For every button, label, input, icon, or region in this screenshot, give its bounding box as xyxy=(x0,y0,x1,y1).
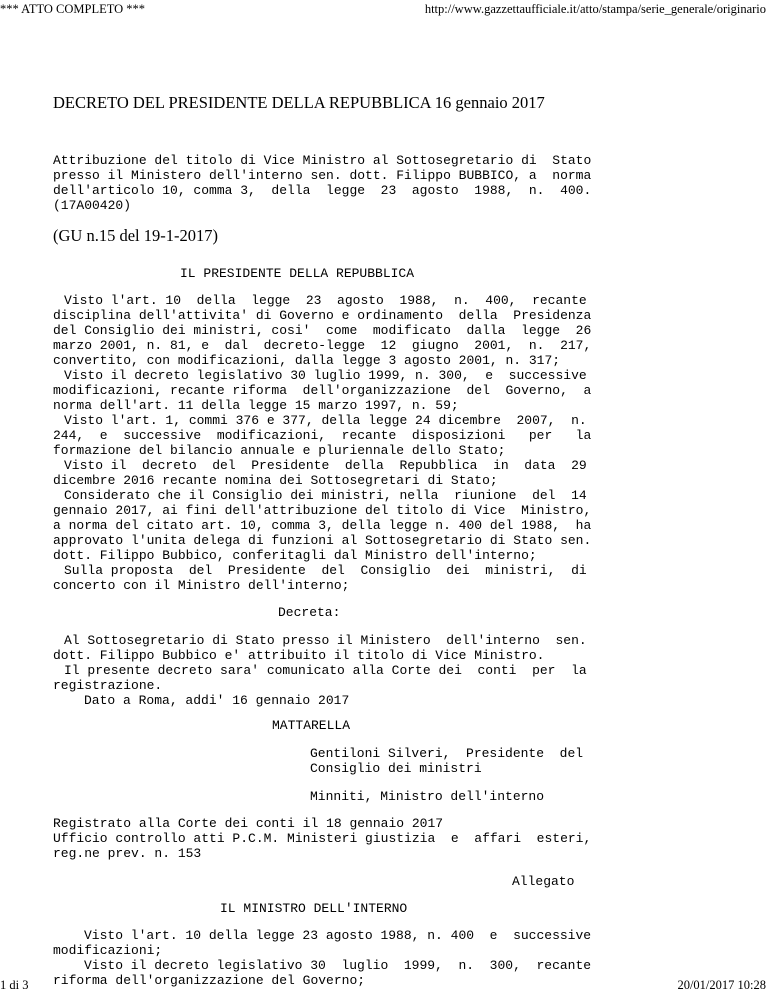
preamble-line: norma dell'art. 11 della legge 15 marzo 1997, n. 59; xyxy=(53,398,459,413)
page-header-label: *** ATTO COMPLETO *** xyxy=(0,2,146,16)
registration-line: Registrato alla Corte dei conti il 18 gennaio 2017 xyxy=(53,816,444,831)
annex-line: Visto l'art. 10 della legge 23 agosto 1988, n. 400 e successive xyxy=(84,928,592,943)
cosign-line: Consiglio dei ministri xyxy=(310,761,482,776)
registration-line: reg.ne prev. n. 153 xyxy=(53,846,202,861)
operative-line: dott. Filippo Bubbico e' attribuito il titolo di Vice Ministro. xyxy=(53,648,545,663)
preamble-line: gennaio 2017, ai fini dell'attribuzione del titolo di Vice Ministro, xyxy=(53,503,592,518)
subject-line: Attribuzione del titolo di Vice Ministro al Sottosegretario di Stato xyxy=(53,153,592,168)
preamble-line: Sulla proposta del Presidente del Consiglio dei ministri, di xyxy=(64,563,587,578)
preamble-line: 244, e successive modificazioni, recante disposizioni per la xyxy=(53,428,592,443)
preamble-line: dicembre 2016 recante nomina dei Sottosegretari di Stato; xyxy=(53,473,498,488)
preamble-line: formazione del bilancio annuale e pluriennale dello Stato; xyxy=(53,443,506,458)
subject-line: dell'articolo 10, comma 3, della legge 23 agosto 1988, n. 400. xyxy=(53,183,592,198)
preamble-line: Visto il decreto legislativo 30 luglio 1999, n. 300, e successive xyxy=(64,368,587,383)
preamble-line: a norma del citato art. 10, comma 3, della legge n. 400 del 1988, ha xyxy=(53,518,592,533)
preamble-line: disciplina dell'attivita' di Governo e ordinamento della Presidenza xyxy=(53,308,592,323)
preamble-line: marzo 2001, n. 81, e dal decreto-legge 12 giugno 2001, n. 217, xyxy=(53,338,592,353)
preamble-line: Considerato che il Consiglio dei ministri, nella riunione del 14 xyxy=(64,488,587,503)
president-heading: IL PRESIDENTE DELLA REPUBBLICA xyxy=(180,266,415,281)
page-header-url: http://www.gazzettaufficiale.it/atto/stampa/serie_generale/originario xyxy=(424,2,766,16)
subject-line: (17A00420) xyxy=(53,198,132,213)
preamble-line: concerto con il Ministro dell'interno; xyxy=(53,578,350,593)
annex-label: Allegato xyxy=(512,874,575,889)
operative-line: Al Sottosegretario di Stato presso il Ministero dell'interno sen. xyxy=(64,633,587,648)
print-timestamp: 20/01/2017 10:28 xyxy=(677,978,766,992)
page-counter: 1 di 3 xyxy=(0,978,29,992)
annex-line: modificazioni; xyxy=(53,943,163,958)
preamble-line: modificazioni, recante riforma dell'organizzazione del Governo, a xyxy=(53,383,592,398)
annex-line: Visto il decreto legislativo 30 luglio 1999, n. 300, recante xyxy=(84,958,592,973)
preamble-line: Visto l'art. 10 della legge 23 agosto 1988, n. 400, recante xyxy=(64,293,587,308)
cosign-line: Gentiloni Silveri, Presidente del xyxy=(310,746,584,761)
operative-line: registrazione. xyxy=(53,678,163,693)
operative-line: Dato a Roma, addi' 16 gennaio 2017 xyxy=(84,693,350,708)
preamble-line: dott. Filippo Bubbico, conferitagli dal Ministro dell'interno; xyxy=(53,548,537,563)
preamble-line: convertito, con modificazioni, dalla legge 3 agosto 2001, n. 317; xyxy=(53,353,561,368)
decree-title: DECRETO DEL PRESIDENTE DELLA REPUBBLICA 16 gennaio 2017 xyxy=(53,93,545,112)
decreta-heading: Decreta: xyxy=(278,605,341,620)
annex-line: riforma dell'organizzazione del Governo; xyxy=(53,973,366,988)
preamble-line: approvato l'unita delega di funzioni al Sottosegretario di Stato sen. xyxy=(53,533,592,548)
operative-line: Il presente decreto sara' comunicato alla Corte dei conti per la xyxy=(64,663,587,678)
signature-president: MATTARELLA xyxy=(272,718,351,733)
registration-line: Ufficio controllo atti P.C.M. Ministeri giustizia e affari esteri, xyxy=(53,831,592,846)
preamble-line: del Consiglio dei ministri, cosi' come modificato dalla legge 26 xyxy=(53,323,592,338)
minister-heading: IL MINISTRO DELL'INTERNO xyxy=(220,901,408,916)
cosignature-interior-minister: Minniti, Ministro dell'interno xyxy=(310,789,545,804)
subject-line: presso il Ministero dell'interno sen. dott. Filippo BUBBICO, a norma xyxy=(53,168,592,183)
preamble-line: Visto l'art. 1, commi 376 e 377, della legge 24 dicembre 2007, n. xyxy=(64,413,587,428)
preamble-line: Visto il decreto del Presidente della Repubblica in data 29 xyxy=(64,458,587,473)
gazette-reference: (GU n.15 del 19-1-2017) xyxy=(53,226,218,245)
